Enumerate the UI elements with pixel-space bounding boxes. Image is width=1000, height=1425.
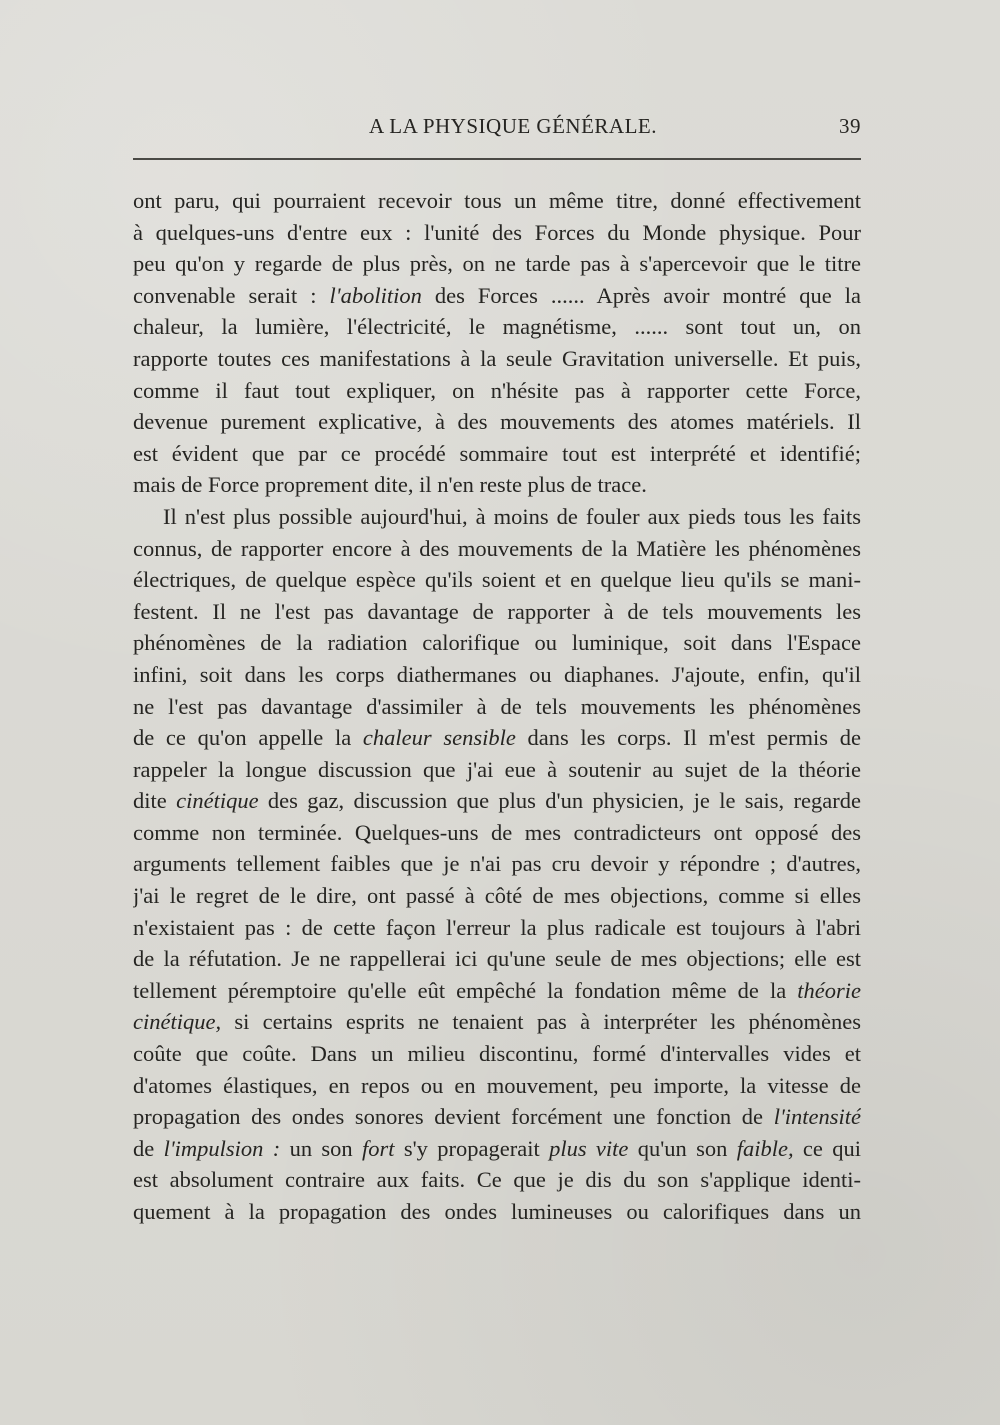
text-line (133, 185, 861, 217)
text-line (133, 848, 861, 880)
text-segment: mais de Force proprement dite, il n'en reste plus de trace. (133, 472, 647, 498)
running-title: A LA PHYSIQUE GÉNÉRALE. (369, 114, 657, 138)
text-segment: festent. Il ne l'est pas davantage de rapporter à de tels mouvements les (133, 598, 861, 624)
text-line (133, 817, 861, 849)
text-segment: n'existaient pas : de cette façon l'erreur la plus radicale est toujours à l'abri (133, 914, 861, 940)
text-segment: j'ai le regret de le dire, ont passé à côté de mes objections, comme si elles (133, 883, 861, 909)
text-line (133, 943, 861, 975)
text-segment: devenue purement explicative, à des mouvements des atomes matériels. Il (133, 409, 861, 435)
text-segment: convenable serait : (133, 282, 330, 308)
text-line (133, 691, 861, 723)
text-segment: est absolument contraire aux faits. Ce que je dis du son s'applique identi- (133, 1167, 861, 1193)
text-line (133, 627, 861, 659)
text-segment: quement à la propagation des ondes lumineuses ou calorifiques dans un (133, 1199, 861, 1224)
text-line (133, 375, 861, 407)
italic-text-segment: cinétique, (133, 1009, 222, 1035)
text-line (133, 785, 861, 817)
text-line (133, 722, 861, 754)
text-line (133, 533, 861, 565)
header-rule (133, 158, 861, 160)
text-line (133, 1164, 861, 1196)
text-segment: électriques, de quelque espèce qu'ils soient et en quelque lieu qu'ils se mani- (133, 567, 861, 593)
text-segment: coûte que coûte. Dans un milieu discontinu, formé d'intervalles vides et (133, 1041, 861, 1067)
text-segment: dite (133, 788, 177, 814)
text-segment: de (133, 1135, 164, 1161)
text-segment: peu qu'on y regarde de plus près, on ne tarde pas à s'apercevoir que le titre (133, 251, 861, 277)
text-segment: rapporte toutes ces manifestations à la seule Gravitation universelle. Et puis, (133, 345, 861, 371)
text-segment: des Forces ...... Après avoir montré que la (421, 282, 861, 308)
text-segment: qu'un son (628, 1135, 737, 1161)
italic-text-segment: faible, (736, 1135, 794, 1161)
text-segment: connus, de rapporter encore à des mouvements de la Matière les phénomènes (133, 535, 861, 561)
italic-text-segment: l'impulsion : (163, 1135, 281, 1161)
text-line (133, 659, 861, 691)
text-segment: phénomènes de la radiation calorifique ou luminique, soit dans l'Espace (133, 630, 861, 656)
text-line (133, 912, 861, 944)
text-line (133, 1070, 861, 1102)
text-line (133, 343, 861, 375)
text-segment: propagation des ondes sonores devient forcément une fonction de (133, 1104, 774, 1130)
text-segment: un son (280, 1135, 363, 1161)
italic-text-segment: chaleur sensible (362, 725, 516, 751)
text-line (133, 501, 861, 533)
text-line (133, 1006, 861, 1038)
body-text (133, 185, 861, 1228)
italic-text-segment: l'intensité (773, 1104, 861, 1130)
text-segment: dans les corps. Il m'est permis de (515, 725, 861, 751)
text-line (133, 280, 861, 312)
italic-text-segment: fort (362, 1135, 395, 1161)
text-segment: comme il faut tout expliquer, on n'hésite pas à rapporter cette Force, (133, 377, 861, 403)
page-number: 39 (839, 114, 861, 138)
text-segment: de ce qu'on appelle la (133, 725, 363, 751)
text-segment: ce qui (793, 1135, 861, 1161)
text-line (133, 754, 861, 786)
text-line (133, 1101, 861, 1133)
text-line (133, 1038, 861, 1070)
text-segment: des gaz, discussion que plus d'un physicien, je le sais, regarde (258, 788, 861, 814)
text-segment: s'y propagerait (394, 1135, 550, 1161)
italic-text-segment: cinétique (176, 788, 259, 814)
text-segment: à quelques-uns d'entre eux : l'unité des Forces du Monde physique. Pour (133, 219, 861, 245)
text-line (133, 248, 861, 280)
text-segment: rappeler la longue discussion que j'ai eue à soutenir au sujet de la théorie (133, 756, 861, 782)
italic-text-segment: plus vite (549, 1135, 629, 1161)
text-segment: chaleur, la lumière, l'électricité, le magnétisme, ...... sont tout un, on (133, 314, 861, 340)
text-segment: si certains esprits ne tenaient pas à interpréter les phénomènes (221, 1009, 861, 1035)
text-segment: comme non terminée. Quelques-uns de mes contradicteurs ont opposé des (133, 819, 861, 845)
text-segment: ont paru, qui pourraient recevoir tous un même titre, donné effectivement (133, 188, 861, 213)
text-segment: d'atomes élastiques, en repos ou en mouvement, peu importe, la vitesse de (133, 1072, 861, 1098)
text-segment: tellement péremptoire qu'elle eût empêché la fondation même de la (133, 977, 798, 1003)
text-line (133, 596, 861, 628)
text-line (133, 564, 861, 596)
text-line (133, 1196, 861, 1228)
italic-text-segment: théorie (797, 977, 861, 1003)
text-line (133, 975, 861, 1007)
text-line (133, 217, 861, 249)
text-line (133, 1133, 861, 1165)
running-header (133, 110, 861, 144)
text-line (133, 880, 861, 912)
text-line (133, 406, 861, 438)
italic-text-segment: l'abolition (329, 282, 422, 308)
text-segment: de la réfutation. Je ne rappellerai ici qu'une seule de mes objections; elle est (133, 946, 861, 972)
text-line (133, 469, 861, 501)
text-segment: Il n'est plus possible aujourd'hui, à moins de fouler aux pieds tous les faits (163, 503, 861, 529)
text-segment: infini, soit dans les corps diathermanes ou diaphanes. J'ajoute, enfin, qu'il (133, 661, 861, 687)
text-segment: est évident que par ce procédé sommaire tout est interprété et identifié; (133, 440, 861, 466)
text-segment: arguments tellement faibles que je n'ai pas cru devoir y répondre ; d'autres, (133, 851, 861, 877)
text-segment: ne l'est pas davantage d'assimiler à de tels mouvements les phénomènes (133, 693, 861, 719)
text-line (133, 438, 861, 470)
text-line (133, 311, 861, 343)
